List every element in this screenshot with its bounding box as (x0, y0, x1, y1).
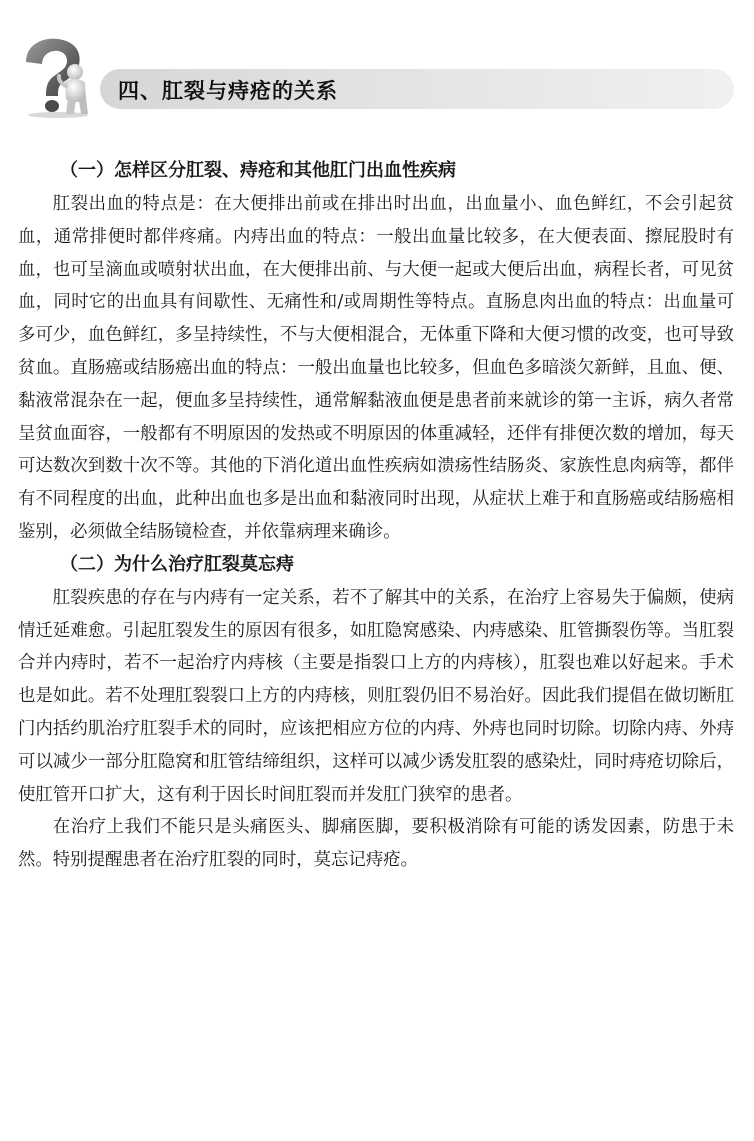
page-content (18, 155, 734, 877)
question-mark-person-icon (18, 36, 98, 118)
section-2 (18, 549, 734, 877)
section-heading: （一）怎样区分肛裂、痔疮和其他肛门出血性疾病 (60, 160, 456, 181)
paragraph: 在治疗上我们不能只是头痛医头、脚痛医脚，要积极消除有可能的诱发因素，防患于未然。特别提醒患者在治疗肛裂的同时，莫忘记痔疮。 (18, 817, 734, 871)
paragraph: 肛裂出血的特点是：在大便排出前或在排出时出血，出血量小、血色鲜红，不会引起贫血，通常排便时都伴疼痛。内痔出血的特点：一般出血量比较多，在大便表面、擦屁股时有血，也可呈滴血或喷射状出血，在大便排出前、与大便一起或大便后出血，病程长者，可见贫血，同时它的出血具有间歇性、无痛性和/或周期性等特点。直肠息肉出血的特点：出血量可多可少，血色鲜红，多呈持续性，不与大便相混合，无体重下降和大便习惯的改变，也可导致贫血。直肠癌或结肠癌出血的特点：一般出血量也比较多，但血色多暗淡欠新鲜，且血、便、黏液常混杂在一起，便血多呈持续性，通常解黏液血便是患者前来就诊的第一主诉，病久者常呈贫血面容，一般都有不明原因的发热或不明原因的体重减轻，还伴有排便次数的增加，每天可达数次到数十次不等。其他的下消化道出血性疾病如溃疡性结肠炎、家族性息肉病等，都伴有不同程度的出血，此种出血也多是出血和黏液同时出现，从症状上难于和直肠癌或结肠癌相鉴别，必须做全结肠镜检查，并依靠病理来确诊。 (18, 194, 734, 542)
section-heading: （二）为什么治疗肛裂莫忘痔 (60, 553, 294, 575)
paragraph: 肛裂疾患的存在与内痔有一定关系，若不了解其中的关系，在治疗上容易失于偏颇，使病情迁延难愈。引起肛裂发生的原因有很多，如肛隐窝感染、内痔感染、肛管撕裂伤等。当肛裂合并内痔时，若不一起治疗内痔核（主要是指裂口上方的内痔核），肛裂也难以好起来。手术也是如此。若不处理肛裂裂口上方的内痔核，则肛裂仍旧不易治好。因此我们提倡在做切断肛门内括约肌治疗肛裂手术的同时，应该把相应方位的内痔、外痔也同时切除。切除内痔、外痔可以减少一部分肛隐窝和肛管结缔组织，这样可以减少诱发肛裂的感染灶，同时痔疮切除后，使肛管开口扩大，这有利于因长时间肛裂而并发肛门狭窄的患者。 (18, 587, 734, 805)
chapter-title: 四、肛裂与痔疮的关系 (118, 79, 338, 103)
section-1 (18, 155, 734, 549)
